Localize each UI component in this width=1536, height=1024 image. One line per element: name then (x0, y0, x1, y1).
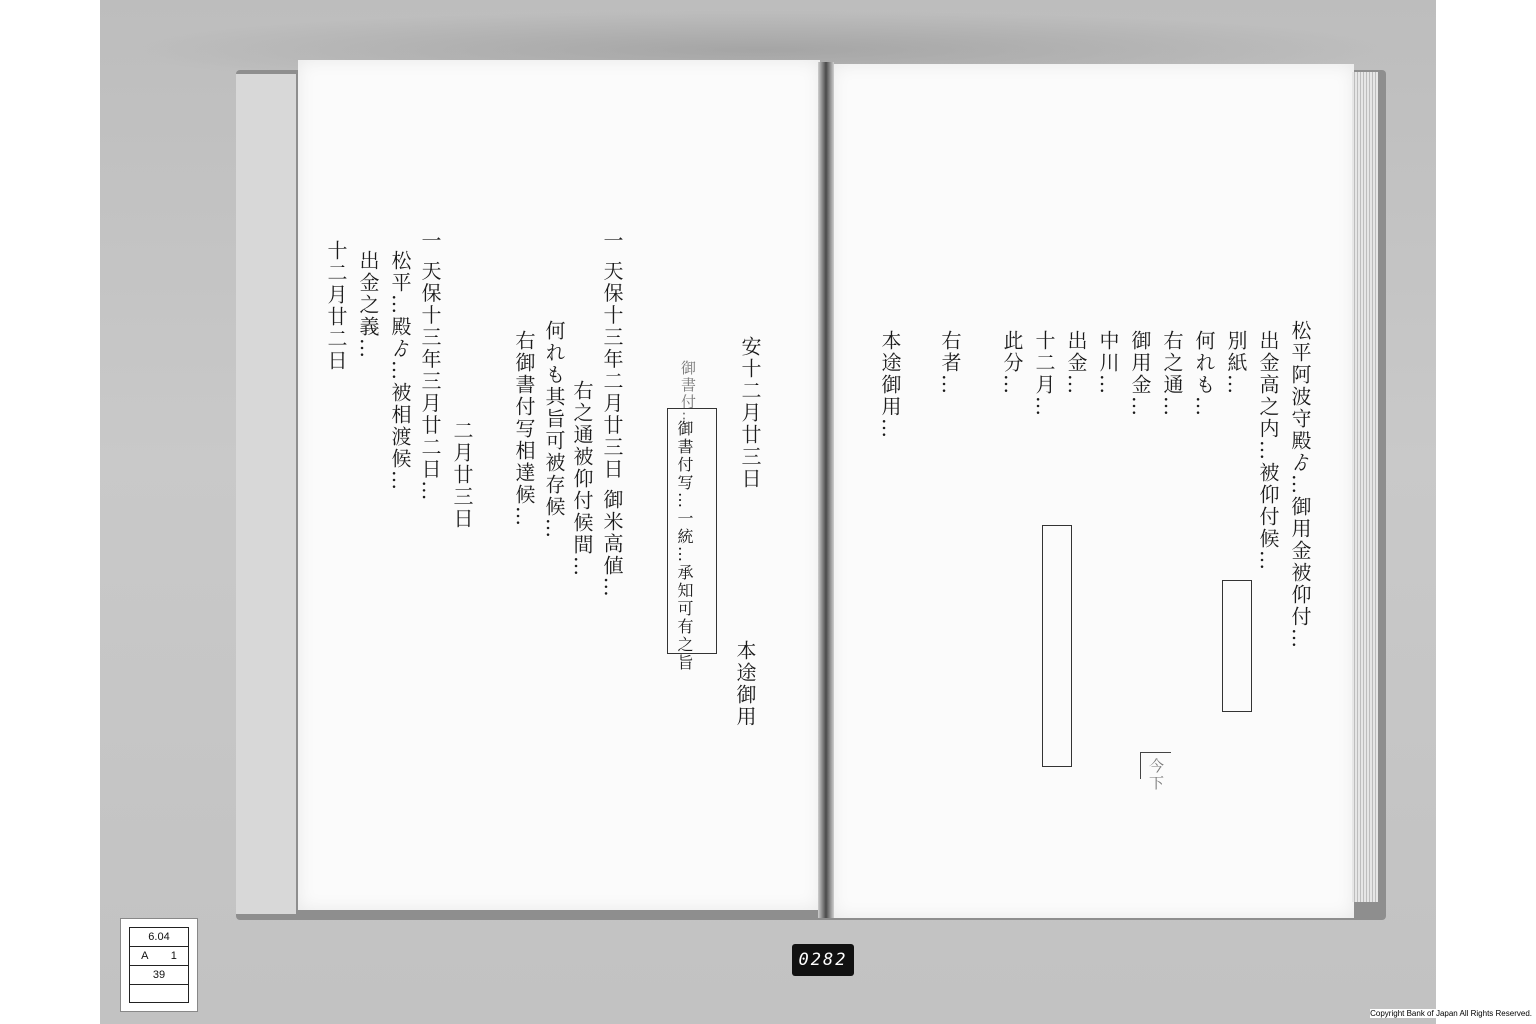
catalog-card (120, 918, 198, 1012)
right-line-10: 此分… (1000, 330, 1024, 396)
left-line-5: 二月廿三日 (450, 420, 474, 530)
left-heading: 安十二月廿三日 (738, 336, 762, 490)
inline-bracket-2 (1222, 580, 1252, 712)
right-line-9: 十二月… (1032, 330, 1056, 418)
frame-counter: 0282 (792, 944, 854, 976)
right-line-8: 出金… (1064, 330, 1088, 396)
left-line-8: 出金之義… (356, 250, 380, 360)
catalog-line-2 (130, 947, 188, 966)
left-line-6: 一 天保十三年三月廿二日… (418, 230, 442, 503)
right-line-5: 右之通… (1160, 330, 1184, 418)
right-margin-note: 今下 (1147, 758, 1165, 792)
page-edges (1352, 72, 1378, 902)
right-line-3: 別紙… (1224, 330, 1248, 396)
catalog-line-2-left: A (141, 950, 149, 962)
left-line-7: 松平…殿ゟ…被相渡候… (388, 250, 412, 492)
right-line-1: 松平阿波守殿ゟ…御用金被仰付… (1288, 320, 1312, 650)
catalog-line-4 (130, 985, 188, 1003)
right-line-4: 何れも… (1192, 330, 1216, 418)
right-line-2: 出金高之内…被仰付候… (1256, 330, 1280, 572)
left-line-2: 右之通被仰付候間… (570, 380, 594, 578)
right-line-12: 本途御用… (878, 330, 902, 440)
right-line-6: 御用金… (1128, 330, 1152, 418)
copyright-notice: Copyright Bank of Japan All Rights Reserved. (1370, 1009, 1532, 1018)
catalog-line-2-right: 1 (170, 950, 177, 962)
note-box-text: 御書付写…一統…承知可有之旨 (675, 420, 694, 672)
right-line-7: 中川… (1096, 330, 1120, 396)
left-line-3: 何れも其旨可被存候… (542, 320, 566, 540)
left-signature: 本途御用 (733, 640, 757, 728)
left-line-4: 右御書付写相達候… (512, 330, 536, 528)
catalog-line-1: 6.04 (130, 928, 188, 947)
inline-bracket (1042, 525, 1072, 767)
left-marginal: 御書付… (679, 360, 697, 428)
catalog-line-3: 39 (130, 966, 188, 985)
left-line-9: 十二月廿二日 (324, 240, 348, 372)
book-gutter (818, 62, 834, 918)
right-line-11: 右者… (938, 330, 962, 396)
catalog-card-table (129, 927, 189, 1003)
book-cover-edge (236, 74, 296, 914)
left-line-1: 一 天保十三年二月廿三日 御米高値… (600, 230, 624, 599)
